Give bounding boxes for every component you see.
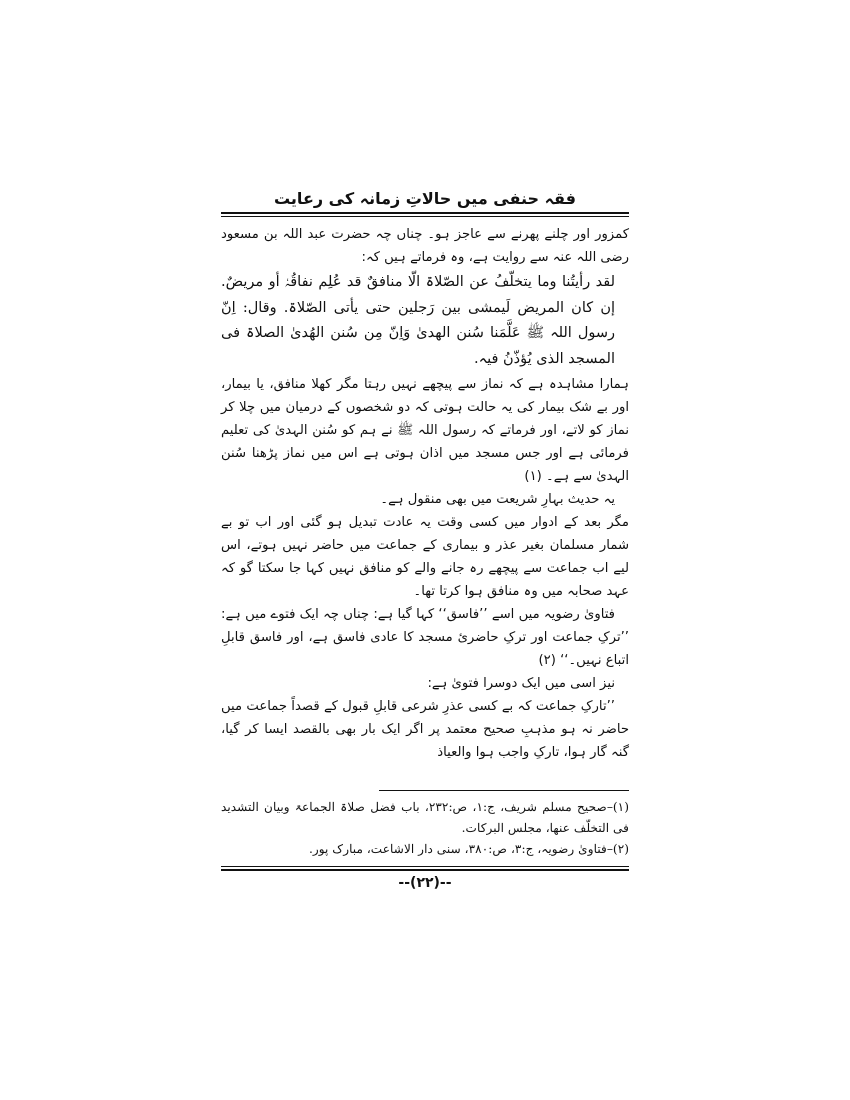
footnote-separator: [379, 790, 629, 791]
paragraph-fatawa-quote: فتاویٰ رضویہ میں اسے ’’فاسق‘‘ کہا گیا ہے: چناں چہ ایک فتوے میں ہے: ’’ترکِ جماعت اور ترکِ حاضریٔ مسجد کا عادی فاسق ہے، اور فاسق قابلِ اتباع نہیں۔‘‘ (۲): [221, 607, 629, 668]
footer-rule-thin: [221, 866, 629, 867]
footnote-1: (۱)–صحیح مسلم شریف، ج:۱، ص:۲۳۲، باب فضل صلاۃ الجماعۃ وبیان التشدید فی التخلّف عنھا، مجلس البرکات.: [221, 800, 629, 835]
footer-rule-thick: [221, 869, 629, 871]
main-text: [221, 223, 629, 764]
paragraph-source-note: یہ حدیث بہارِ شریعت میں بھی منقول ہے۔: [380, 492, 615, 507]
running-header-title: فقہ حنفی میں حالاتِ زمانہ کی رعایت: [273, 189, 576, 208]
book-page: [221, 186, 629, 891]
paragraph-arabic-hadith: لقد رأیتُنا وما یتخلّفُ عن الصّلاۃ الّا منافقٌ قد عُلِم نفاقُہٗ أو مریضٌ. إن کان المریض لَیمشی بین رَجلین حتی یأتی الصّلاۃ. وقال: اِنّ رسول اللہ ﷺ عَلَّمَنا سُنن الھدیٰ وَاِنّ مِن سُنن الھُدیٰ الصلاۃ فی المسجد الذی یُؤذّنُ فیہ.: [221, 274, 615, 367]
paragraph-second-fatwa: ’’تارکِ جماعت کہ بے کسی عذرِ شرعی قابلِ قبول کے قصداً جماعت میں حاضر نہ ہو مذہبِ صحیح معتمد پر اگر ایک بار بھی بالقصد ایسا کر گیا، گنہ گار ہوا، تارکِ واجب ہوا والعیاذ: [221, 699, 629, 760]
paragraph-intro: کمزور اور چلنے پھرنے سے عاجز ہو۔ چناں چہ حضرت عبد اللہ بن مسعود رضی اللہ عنہ سے روایت ہے، وہ فرماتے ہیں کہ:: [221, 227, 629, 265]
page-number: --(۲۲)--: [398, 875, 452, 891]
footnotes: [221, 797, 629, 860]
header-rule-thin: [221, 216, 629, 217]
paragraph-translation: ہمارا مشاہدہ ہے کہ نماز سے پیچھے نہیں رہتا مگر کھلا منافق، یا بیمار، اور بے شک بیمار کی یہ حالت ہوتی کہ دو شخصوں کے درمیان میں چلا کر نماز کو لاتے، اور فرماتے کہ رسول اللہ ﷺ نے ہم کو سُنن الہدیٰ کی تعلیم فرمائی ہے اور جس مسجد میں اذان ہوتی ہے اس میں نماز پڑھنا سُنن الہدیٰ سے ہے۔ (۱): [221, 377, 629, 484]
header-rule-thick: [221, 212, 629, 214]
footnote-2: (۲)–فتاویٰ رضویہ، ج:۳، ص:۳۸۰، سنی دار الاشاعت، مبارک پور.: [308, 842, 629, 856]
paragraph-second-fatwa-intro: نیز اسی میں ایک دوسرا فتویٰ ہے:: [427, 676, 615, 691]
paragraph-later-eras: مگر بعد کے ادوار میں کسی وقت یہ عادت تبدیل ہو گئی اور اب تو بے شمار مسلمان بغیر عذر و بیماری کے جماعت میں حاضر نہیں ہوتے، اس لیے اب جماعت سے پیچھے رہ جانے والے کو منافق نہیں کہا جا سکتا گو کہ عہد صحابہ میں وہ منافق ہوا کرتا تھا۔: [221, 515, 629, 599]
